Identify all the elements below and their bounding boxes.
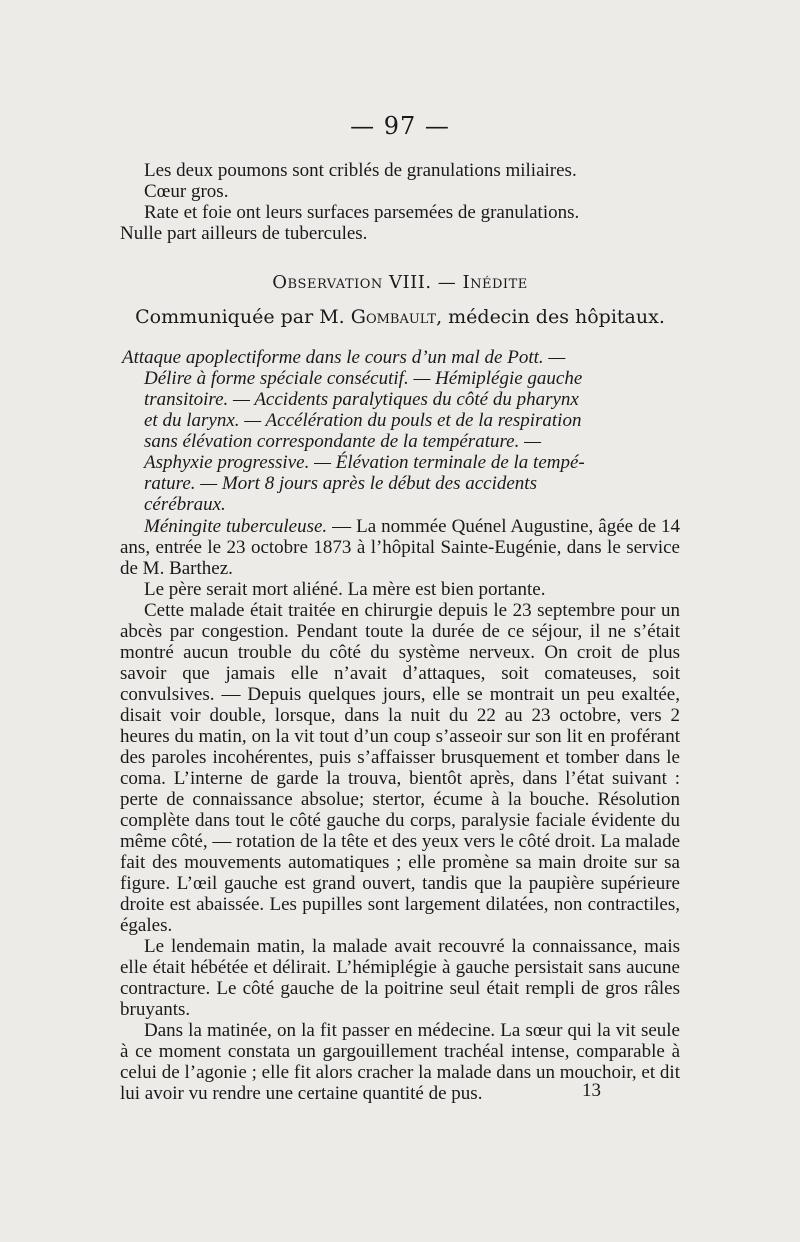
text-line: Nulle part ailleurs de tubercules. bbox=[120, 223, 368, 244]
case-paragraph-5: Dans la matinée, on la fit passer en médecine. La sœur qui la vit seule à ce moment constata un gargouillement trachéal intense, comparable à celui de l’agonie ; elle fit alors cracher la malade dans un mouchoir, et dit lui avoir vu rendre une certaine quantité de pus. bbox=[120, 1020, 680, 1104]
summary-line: Délire à forme spéciale consécutif. — Hémiplégie gauche bbox=[144, 368, 583, 389]
summary-line: cérébraux. bbox=[144, 494, 226, 515]
heading-suffix: Inédite bbox=[462, 272, 528, 293]
communication-prefix: Communiquée par M. bbox=[135, 306, 351, 328]
heading-prefix: Observation VIII. — bbox=[272, 272, 463, 293]
summary-line: sans élévation correspondante de la température. — bbox=[144, 431, 541, 452]
case-paragraph-3: Cette malade était traitée en chirurgie depuis le 23 septembre pour un abcès par congestion. Pendant toute la durée de ce séjour, il ne s’était montré aucun trouble du côté du système nerveux. On croit de plus savoir que jamais elle n’avait d’attaques, soit comateuses, soit convulsives. — Depuis quelques jours, elle se montrait un peu exaltée, disait voir double, lorsque, dans la nuit du 22 au 23 octobre, vers 2 heures du matin, on la vit tout d’un coup s’asseoir sur son lit en proférant des paroles incohérentes, puis s’affaisser brusquement et tomber dans le coma. L’interne de garde la trouva, bientôt après, dans l’état suivant : perte de connaissance absolue; stertor, écume à la bouche. Résolution complète dans tout le côté gauche du corps, paralysie faciale évidente du même côté, — rotation de la tête et des yeux vers le côté droit. La malade fait des mouvements automatiques ; elle promène sa main droite sur sa figure. L’œil gauche est grand ouvert, tandis que la paupière supérieure droite est abaissée. Les pupilles sont largement dilatées, non contractiles, égales. bbox=[120, 600, 680, 936]
case-text: — La nommée Quénel Augustine, âgée de 14 ans, entrée le 23 octobre 1873 à l’hôpital Sainte-Eugénie, dans le service de M. Barthez. bbox=[120, 516, 680, 579]
case-paragraph-1 bbox=[120, 516, 680, 579]
case-paragraph-2: Le père serait mort aliéné. La mère est bien portante. bbox=[144, 579, 546, 600]
summary-line: transitoire. — Accidents paralytiques du côté du pharynx bbox=[144, 389, 579, 410]
communication-suffix: , médecin des hôpitaux. bbox=[436, 306, 665, 328]
signature-mark: 13 bbox=[582, 1080, 601, 1101]
observation-heading bbox=[0, 272, 800, 293]
summary-line: et du larynx. — Accélération du pouls et de la respiration bbox=[144, 410, 582, 431]
opening-paragraph bbox=[120, 160, 680, 244]
physician-name: Gombault bbox=[350, 306, 437, 328]
case-label: Méningite tuberculeuse. bbox=[144, 516, 328, 537]
case-paragraph-4: Le lendemain matin, la malade avait recouvré la connaissance, mais elle était hébétée et délirait. L’hémiplégie à gauche persistait sans aucune contracture. Le côté gauche de la poitrine seul était rempli de gros râles bruyants. bbox=[120, 936, 680, 1020]
summary-line: Attaque apoplectiforme dans le cours d’un mal de Pott. — bbox=[122, 347, 566, 368]
case-summary bbox=[122, 347, 682, 515]
text-line: Les deux poumons sont criblés de granulations miliaires. bbox=[144, 160, 577, 181]
text-line: Rate et foie ont leurs surfaces parsemées de granulations. bbox=[144, 202, 580, 223]
summary-line: rature. — Mort 8 jours après le début des accidents bbox=[144, 473, 537, 494]
case-body bbox=[120, 516, 680, 1104]
communication-line bbox=[0, 306, 800, 328]
summary-line: Asphyxie progressive. — Élévation terminale de la tempé- bbox=[144, 452, 585, 473]
page-number: — 97 — bbox=[350, 112, 450, 140]
text-line: Cœur gros. bbox=[144, 181, 229, 202]
